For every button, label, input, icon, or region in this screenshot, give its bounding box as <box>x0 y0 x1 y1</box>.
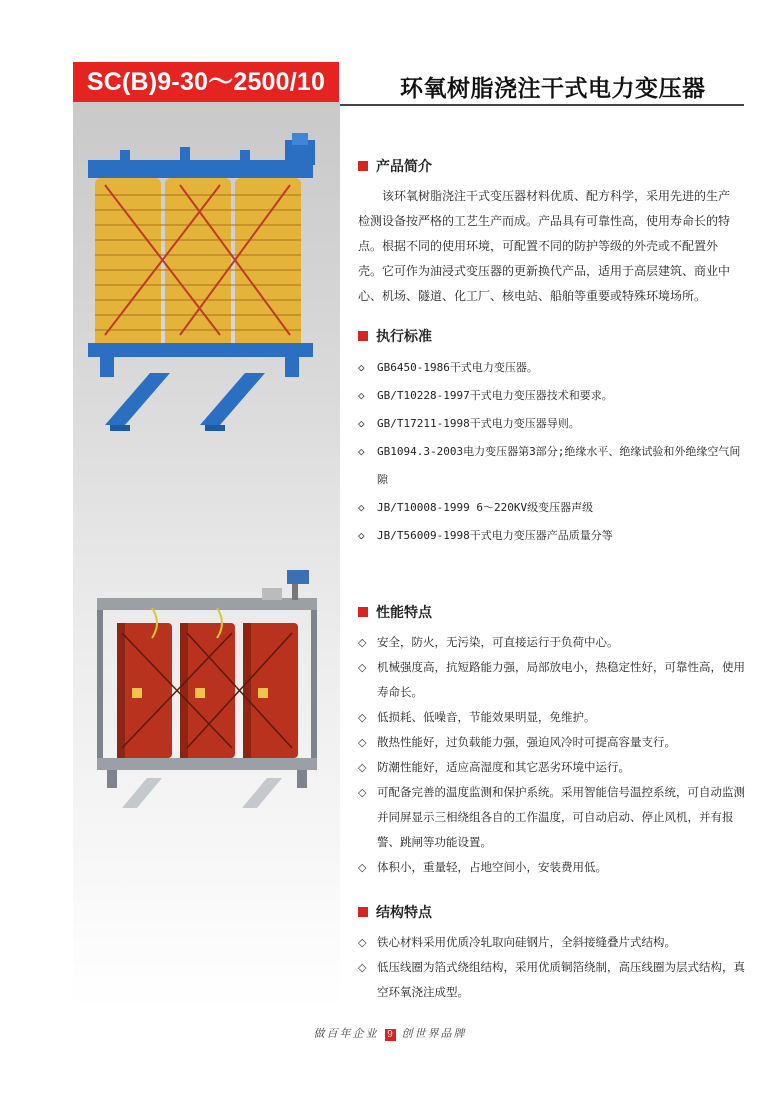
header-divider <box>340 104 744 106</box>
footer-slogan <box>0 1025 780 1041</box>
section-heading <box>358 326 758 346</box>
section-standards <box>358 326 758 550</box>
red-square-icon <box>358 907 368 917</box>
standards-list <box>358 354 758 550</box>
diamond-icon: ◇ <box>358 636 367 649</box>
list-item: ◇ GB1094.3-2003电力变压器第3部分;绝缘水平、绝缘试验和外绝缘空气间隙 <box>358 438 758 494</box>
list-item: ◇ JB/T56009-1998干式电力变压器产品质量分等 <box>358 522 758 550</box>
red-square-icon <box>358 331 368 341</box>
model-banner: SC(B)9-30～2500/10 <box>73 62 339 102</box>
list-item: ◇ 机械强度高，抗短路能力强，局部放电小，热稳定性好，可靠性高，使用寿命长。 <box>358 655 758 705</box>
diamond-icon: ◇ <box>358 761 367 774</box>
diamond-icon: ◇ <box>358 389 365 402</box>
section-heading <box>358 902 758 922</box>
list-item: ◇ 可配备完善的温度监测和保护系统。采用智能信号温控系统，可自动监测并同屏显示三相绕组各自的工作温度，可自动启动、停止风机，并有报警、跳闸等功能设置。 <box>358 780 758 855</box>
footer-left-text: 做百年企业 <box>313 1027 379 1040</box>
structure-list <box>358 930 758 1005</box>
section-heading-label: 产品简介 <box>376 159 432 175</box>
section-structure <box>358 902 758 1005</box>
intro-paragraph: 该环氧树脂浇注干式变压器材料优质、配方科学，采用先进的生产检测设备按严格的工艺生产而成。产品具有可靠性高，使用寿命长的特点。根据不同的使用环境，可配置不同的防护等级的外壳或不配置外壳。它可作为油浸式变压器的更新换代产品，适用于高层建筑、商业中心、机场、隧道、化工厂、核电站、船舶等重要或特殊环境场所。 <box>358 189 731 303</box>
section-heading-label: 性能特点 <box>376 605 432 621</box>
red-square-icon <box>358 161 368 171</box>
list-item: ◇ 低损耗、低噪音，节能效果明显，免维护。 <box>358 705 758 730</box>
diamond-icon: ◇ <box>358 961 367 974</box>
diamond-icon: ◇ <box>358 736 367 749</box>
list-item: ◇ 低压线圈为箔式绕组结构，采用优质铜箔绕制，高压线圈为层式结构，真空环氧浇注成型。 <box>358 955 758 1005</box>
performance-list <box>358 630 758 880</box>
diamond-icon: ◇ <box>358 786 367 799</box>
section-heading-label: 结构特点 <box>376 905 432 921</box>
transformer-photo-red <box>92 568 327 813</box>
diamond-icon: ◇ <box>358 661 367 674</box>
section-heading <box>358 602 758 622</box>
diamond-icon: ◇ <box>358 861 367 874</box>
list-item: ◇ 防潮性能好，适应高湿度和其它恶劣环境中运行。 <box>358 755 758 780</box>
list-item: ◇ 铁心材料采用优质冷轧取向硅钢片，全斜接缝叠片式结构。 <box>358 930 758 955</box>
diamond-icon: ◇ <box>358 501 365 514</box>
page-title: 环氧树脂浇注干式电力变压器 <box>400 76 706 102</box>
diamond-icon: ◇ <box>358 529 365 542</box>
list-item: ◇ GB/T10228-1997干式电力变压器技术和要求。 <box>358 382 758 410</box>
footer-right-text: 创世界品牌 <box>401 1027 467 1040</box>
transformer-photo-yellow <box>80 125 330 445</box>
page-number-badge: 9 <box>385 1029 396 1041</box>
list-item: ◇ GB/T17211-1998干式电力变压器导则。 <box>358 410 758 438</box>
red-square-icon <box>358 607 368 617</box>
section-heading-label: 执行标准 <box>376 329 432 345</box>
diamond-icon: ◇ <box>358 936 367 949</box>
list-item: ◇ JB/T10008-1999 6～220KV级变压器声级 <box>358 494 758 522</box>
list-item: ◇ 散热性能好，过负载能力强，强迫风冷时可提高容量支行。 <box>358 730 758 755</box>
list-item: ◇ 体积小，重量轻，占地空间小，安装费用低。 <box>358 855 758 880</box>
diamond-icon: ◇ <box>358 711 367 724</box>
diamond-icon: ◇ <box>358 417 365 430</box>
diamond-icon: ◇ <box>358 445 365 458</box>
section-performance <box>358 602 758 880</box>
section-heading <box>358 156 758 176</box>
section-intro <box>358 156 758 309</box>
diamond-icon: ◇ <box>358 361 365 374</box>
list-item: ◇ 安全，防火，无污染，可直接运行于负荷中心。 <box>358 630 758 655</box>
list-item: ◇ GB6450-1986干式电力变压器。 <box>358 354 758 382</box>
